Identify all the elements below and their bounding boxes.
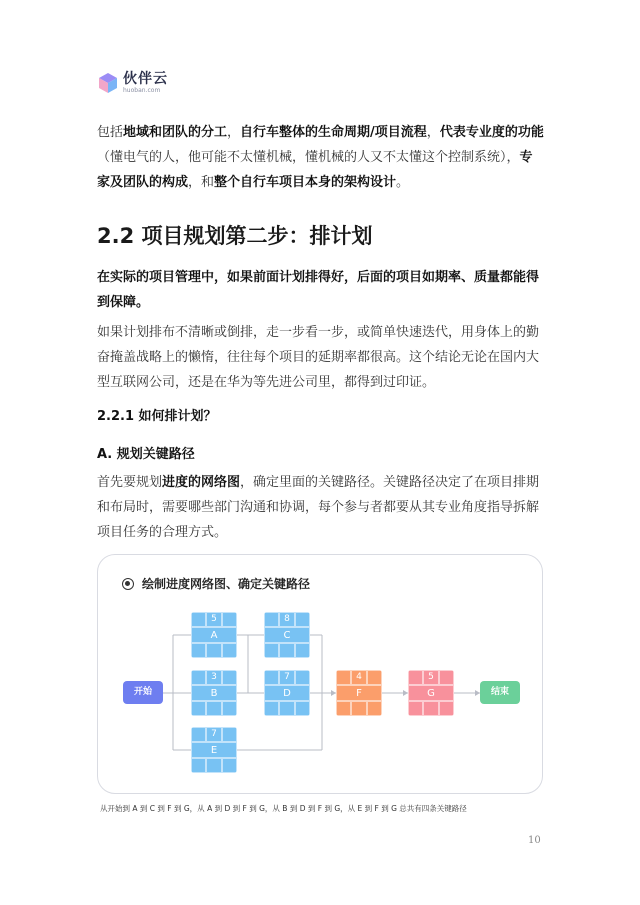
bold-summary-paragraph: 在实际的项目管理中，如果前面计划排得好，后面的项目如期率、质量都能得到保障。 (97, 270, 540, 310)
subsection-heading: 2.2.1 如何排计划？ (97, 409, 217, 424)
intro-paragraph: 包括地域和团队的分工，自行车整体的生命周期/项目流程，代表专业度的功能（懂电气的人，他可能不太懂机械，懂机械的人又不太懂这个控制系统），专家及团队的构成，和整个自行车项目本身的架构设计。 (97, 125, 544, 190)
task-node-f: 4 F (336, 670, 382, 716)
task-grid-cell (206, 643, 222, 658)
critical-path-paragraph: 首先要规划进度的网络图，确定里面的关键路径。关键路径决定了在项目排期和布局时，需要哪些部门沟通和协调，每个参与者都要从其专业角度指导拆解项目任务的合理方式。 (97, 475, 540, 540)
task-grid-cell (222, 758, 237, 773)
task-grid-cell (408, 701, 423, 716)
task-grid-cell (295, 643, 310, 658)
diagram-caption: 从开始到 A 到 C 到 F 到 G，从 A 到 D 到 F 到 G，从 B 到 D 到 F 到 G，从 E 到 F 到 G 总共有四条关键路径 (100, 804, 467, 813)
diagram-title: 绘制进度网络图、确定关键路径 (122, 575, 310, 592)
task-grid-cell (279, 701, 295, 716)
task-grid-cell (191, 758, 206, 773)
task-grid-cell (279, 643, 295, 658)
task-node-b: 3 B (191, 670, 237, 716)
task-node-a: 5 A (191, 612, 237, 658)
logo-name: 伙伴云 (123, 71, 168, 87)
task-node-c: 8 C (264, 612, 310, 658)
task-node-d: 7 D (264, 670, 310, 716)
subsubsection-heading: A. 规划关键路径 (97, 447, 195, 462)
task-grid-cell (206, 758, 222, 773)
end-node: 结束 (480, 681, 520, 704)
task-grid-cell (351, 701, 367, 716)
task-node-g: 5 G (408, 670, 454, 716)
task-grid-cell (222, 701, 237, 716)
task-grid-cell (295, 701, 310, 716)
start-node: 开始 (123, 681, 163, 704)
task-grid-cell (264, 643, 279, 658)
task-grid-cell (336, 701, 351, 716)
network-diagram-card (97, 554, 543, 794)
task-grid-cell (206, 701, 222, 716)
section-heading: 2.2 项目规划第二步：排计划 (97, 224, 373, 248)
task-grid-cell (264, 701, 279, 716)
task-grid-cell (423, 701, 439, 716)
task-grid-cell (222, 643, 237, 658)
task-grid-cell (191, 643, 206, 658)
task-node-e: 7 E (191, 727, 237, 773)
body-paragraph: 如果计划排布不清晰或倒排，走一步看一步，或简单快速迭代，用身体上的勤奋掩盖战略上的懒惰，往往每个项目的延期率都很高。这个结论无论在国内大型互联网公司，还是在华为等先进公司里，都得到过印证。 (97, 325, 540, 390)
task-grid-cell (367, 701, 382, 716)
page-number: 10 (528, 835, 541, 846)
logo-icon (97, 72, 119, 94)
logo-url: huoban.com (123, 87, 161, 94)
task-grid-cell (439, 701, 454, 716)
task-grid-cell (191, 701, 206, 716)
diagram-connectors (98, 555, 544, 795)
